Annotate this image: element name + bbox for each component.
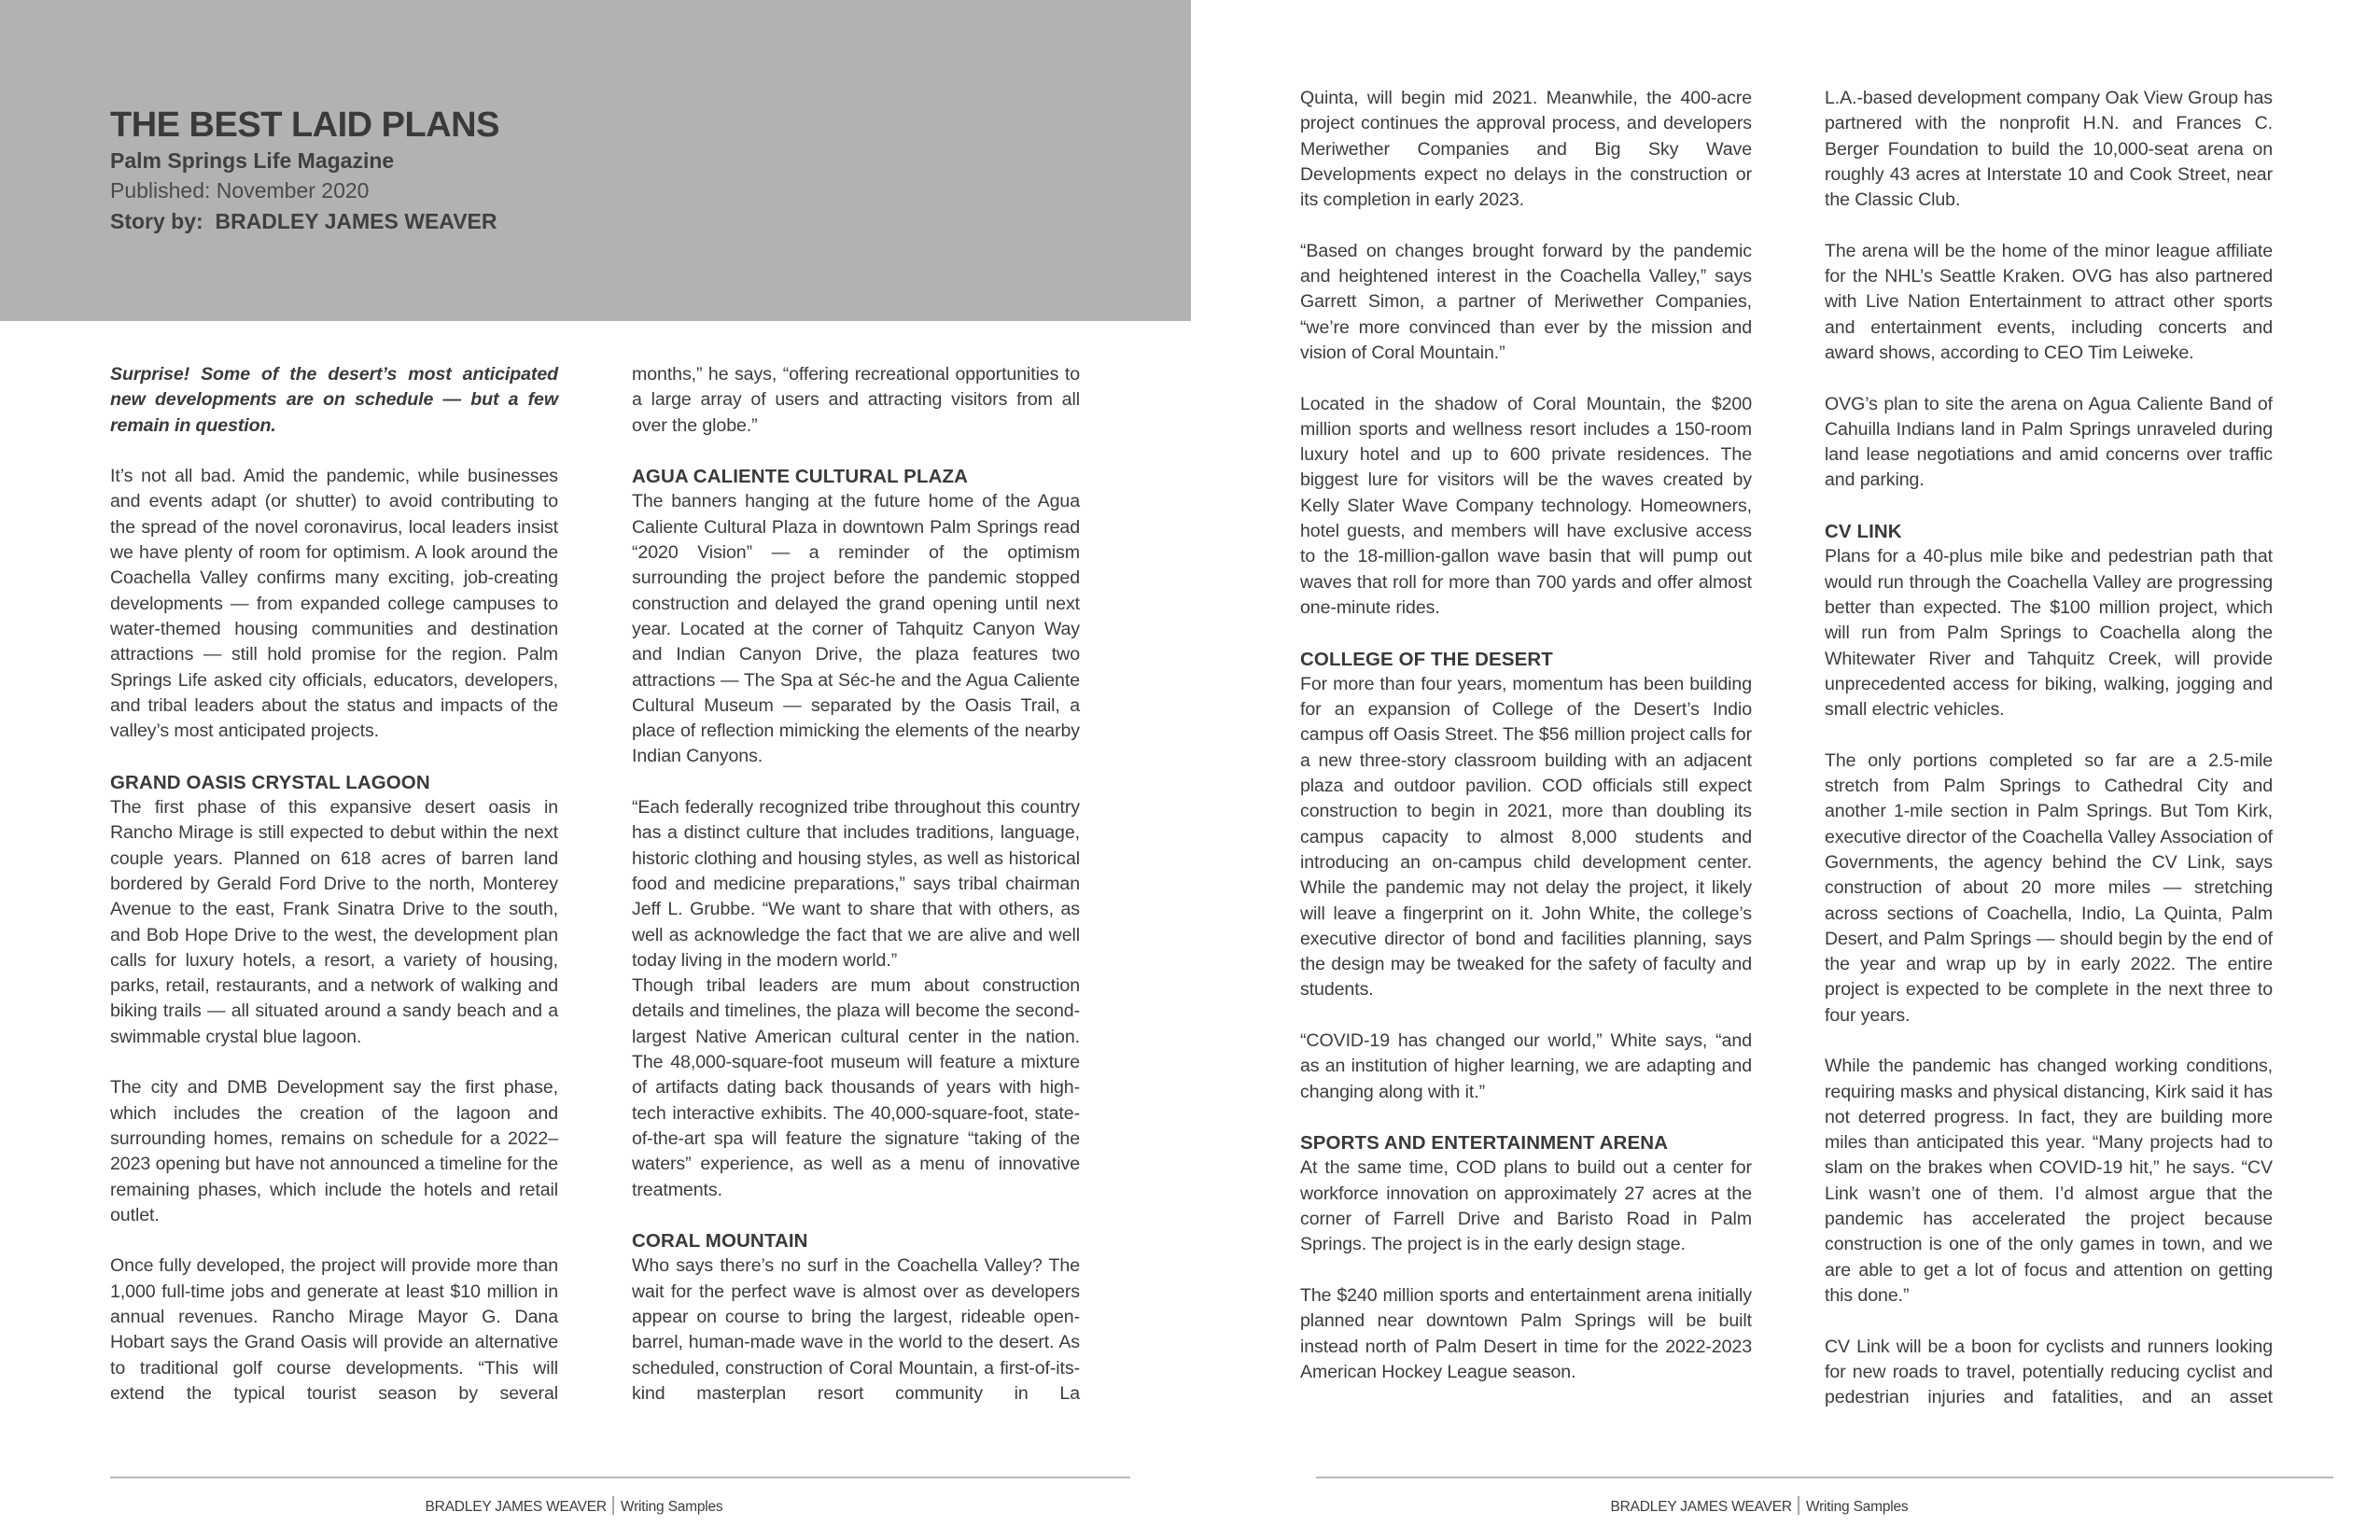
footer-author: BRADLEY JAMES WEAVER bbox=[425, 1499, 607, 1515]
paragraph: The $240 million sports and entertainment arena initially planned near downtown Palm Springs will be built instead north of Palm Desert in time for the 2022-2023 American Hockey League season. bbox=[1300, 1284, 1752, 1382]
paragraph: OVG’s plan to site the arena on Agua Caliente Band of Cahuilla Indians land in Palm Springs unraveled during land lease negotiations and amid concerns over traffic and parking. bbox=[1825, 393, 2273, 491]
paragraph: CV Link will be a boon for cyclists and runners looking for new roads to travel, potentially reducing cyclist and pedestrian injuries and fatalities, and an asset bbox=[1825, 1336, 2273, 1408]
footer-label: Writing Samples bbox=[620, 1499, 723, 1515]
paragraph: While the pandemic has changed working conditions, requiring masks and physical distancing, Kirk said it has not deterred progress. In fact, they are building more miles than anticipated this year. “Many projects had to slam on the brakes when COVID-19 hit,” he says. “CV Link wasn’t one of them. I’d almost argue that the pandemic has accelerated the project because construction is one of the only games in town, and we are able to get a lot of focus and attention on getting this done.” bbox=[1825, 1056, 2273, 1306]
publication-name: Palm Springs Life Magazine bbox=[110, 148, 395, 173]
column-4 bbox=[1825, 86, 2273, 1410]
section-heading-sports-arena: SPORTS AND ENTERTAINMENT ARENA bbox=[1300, 1132, 1669, 1155]
footer-author: BRADLEY JAMES WEAVER bbox=[1610, 1499, 1792, 1515]
paragraph: “Each federally recognized tribe throughout this country has a distinct culture that includes traditions, language, historic clothing and housing styles, as well as historical food and medicine preparations,” says tribal chairman Jeff L. Grubbe. “We want to share that with others, as well as acknowledge the fact that we are alive and well today living in the modern world.” bbox=[632, 797, 1080, 971]
published-date: Published: November 2020 bbox=[110, 178, 370, 203]
intro-paragraph: It’s not all bad. Amid the pandemic, while businesses and events adapt (or shutter) to avoid contributing to the spread of the novel coronavirus, local leaders insist we have plenty of room for optimism. A look around the Coachella Valley confirms many exciting, job-creating developments — from expanded college campuses to water-themed housing communities and destination attractions — still hold promise for the region. Palm Springs Life asked city officials, educators, developers, and tribal leaders about the status and impacts of the valley’s most anticipated projects. bbox=[110, 466, 558, 742]
paragraph: The banners hanging at the future home of the Agua Caliente Cultural Plaza in downtown Palm Springs read “2020 Vision” — a reminder of the optimism surrounding the project before the pandemic stopped construction and delayed the grand opening until next year. Located at the corner of Tahquitz Canyon Way and Indian Canyon Drive, the plaza features two attractions — The Spa at Séc-he and the Agua Caliente Cultural Museum — separated by the Oasis Trail, a place of reflection mimicking the elements of the nearby Indian Canyons. bbox=[632, 491, 1080, 767]
paragraph: Who says there’s no surf in the Coachella Valley? The wait for the perfect wave is almost over as developers appear on course to bring the largest, rideable open-barrel, human-made wave in the world to the desert. As scheduled, construction of Coral Mountain, a first-of-its-kind masterplan resort community in La bbox=[632, 1255, 1080, 1404]
section-heading-agua-caliente: AGUA CALIENTE CULTURAL PLAZA bbox=[632, 466, 969, 488]
article-lead: Surprise! Some of the desert’s most anticipated new developments are on schedule — but a few remain in question. bbox=[110, 364, 558, 436]
paragraph: For more than four years, momentum has been building for an expansion of College of the Desert’s Indio campus off Oasis Street. The $56 million project calls for a new three-story classroom building with an adjacent plaza and outdoor pavilion. COD officials still expect construction to begin in 2021, more than doubling its campus capacity to almost 8,000 students and introducing an on-campus child development center. While the pandemic may not delay the project, it likely will leave a fingerprint on it. John White, the college’s executive director of bond and facilities planning, says the design may be tweaked for the safety of faculty and students. bbox=[1300, 673, 1752, 1001]
section-heading-coral-mountain: CORAL MOUNTAIN bbox=[632, 1230, 808, 1253]
header-band bbox=[0, 0, 1191, 321]
column-3 bbox=[1300, 86, 1752, 1385]
byline-label: Story by: bbox=[110, 209, 203, 233]
paragraph: The only portions completed so far are a 2.5-mile stretch from Palm Springs to Cathedral City and another 1-mile section in Palm Springs. But Tom Kirk, executive director of the Coachella Valley Association of Governments, the agency behind the CV Link, says construction of about 20 more miles — stretching across sections of Coachella, Indio, La Quinta, Palm Desert, and Palm Springs — should begin by the end of the year and wrap up by in early 2022. The entire project is expected to be complete in the next three to four years. bbox=[1825, 749, 2273, 1026]
paragraph: months,” he says, “offering recreational opportunities to a large array of users and attracting visitors from all over the globe.” bbox=[632, 364, 1080, 436]
paragraph: The arena will be the home of the minor league affiliate for the NHL’s Seattle Kraken. OVG has also partnered with Live Nation Entertainment to attract other sports and entertainment events, including concerts and award shows, according to CEO Tim Leiweke. bbox=[1825, 240, 2273, 363]
article-title: THE BEST LAID PLANS bbox=[110, 105, 499, 145]
footer-label: Writing Samples bbox=[1805, 1499, 1909, 1515]
section-heading-cv-link: CV LINK bbox=[1825, 521, 1902, 543]
byline-author: BRADLEY JAMES WEAVER bbox=[215, 209, 497, 233]
paragraph: At the same time, COD plans to build out a center for workforce innovation on approximately 27 acres at the corner of Farrell Drive and Baristo Road in Palm Springs. The project is in the early design stage. bbox=[1300, 1157, 1752, 1255]
page-footer-right bbox=[1611, 1496, 1909, 1516]
section-heading-grand-oasis: GRAND OASIS CRYSTAL LAGOON bbox=[110, 771, 430, 793]
section-heading-college-of-the-desert: COLLEGE OF THE DESERT bbox=[1300, 648, 1553, 670]
paragraph: Once fully developed, the project will provide more than 1,000 full-time jobs and generate at least $10 million in annual revenues. Rancho Mirage Mayor G. Dana Hobart says the Grand Oasis will provide an alternative to traditional golf course developments. “This will extend the typical tourist season by several bbox=[110, 1255, 558, 1404]
column-2 bbox=[632, 362, 1080, 1407]
paragraph: “Based on changes brought forward by the pandemic and heightened interest in the Coachella Valley,” says Garrett Simon, a partner of Meriwether Companies, “we’re more convinced than ever by the mission and vision of Coral Mountain.” bbox=[1300, 240, 1752, 363]
footer-divider-right bbox=[1316, 1477, 2333, 1478]
article-header bbox=[110, 105, 499, 237]
footer-divider-left bbox=[110, 1477, 1130, 1478]
column-1 bbox=[110, 362, 558, 1407]
paragraph: Located in the shadow of Coral Mountain, the $200 million sports and wellness resort includes a 150-room luxury hotel and up to 600 private residences. The biggest lure for visitors will be the waves created by Kelly Slater Wave Company technology. Homeowners, hotel guests, and members will have exclusive access to the 18-million-gallon wave basin that will pump out waves that roll for more than 700 yards and offer almost one-minute rides. bbox=[1300, 393, 1752, 618]
paragraph: “COVID-19 has changed our world,” White says, “and as an institution of higher learning, we are adapting and changing along with it.” bbox=[1300, 1029, 1752, 1102]
paragraph: The first phase of this expansive desert oasis in Rancho Mirage is still expected to debut within the next couple years. Planned on 618 acres of barren land bordered by Gerald Ford Drive to the north, Monterey Avenue to the east, Frank Sinatra Drive to the south, and Bob Hope Drive to the west, the development plan calls for luxury hotels, a resort, a variety of housing, parks, retail, restaurants, and a network of walking and biking trails — all situated around a sandy beach and a swimmable crystal blue lagoon. bbox=[110, 797, 558, 1047]
page-footer-left bbox=[426, 1496, 723, 1516]
paragraph: The city and DMB Development say the first phase, which includes the creation of the lagoon and surrounding homes, remains on schedule for a 2022–2023 opening but have not announced a timeline for the remaining phases, which include the hotels and retail outlet. bbox=[110, 1077, 558, 1225]
paragraph: L.A.-based development company Oak View Group has partnered with the nonprofit H.N. and Frances C. Berger Foundation to build the 10,000-seat arena on roughly 43 acres at Interstate 10 and Cook Street, near the Classic Club. bbox=[1825, 88, 2273, 211]
paragraph: Quinta, will begin mid 2021. Meanwhile, the 400-acre project continues the approval process, and developers Meriwether Companies and Big Sky Wave Developments expect no delays in the construction or its completion in early 2023. bbox=[1300, 88, 1752, 211]
byline bbox=[110, 205, 499, 237]
paragraph: Though tribal leaders are mum about construction details and timelines, the plaza will become the second-largest Native American cultural center in the nation. The 48,000-square-foot museum will feature a mixture of artifacts dating back thousands of years with high-tech interactive exhibits. The 40,000-square-foot, state-of-the-art spa will feature the signature “taking of the waters” experience, as well as a menu of innovative treatments. bbox=[632, 975, 1080, 1200]
footer-separator bbox=[613, 1496, 614, 1515]
paragraph: Plans for a 40-plus mile bike and pedestrian path that would run through the Coachella Valley are progressing better than expected. The $100 million project, which will run from Palm Springs to Coachella along the Whitewater River and Tahquitz Creek, will provide unprecedented access for biking, walking, jogging and small electric vehicles. bbox=[1825, 546, 2273, 721]
